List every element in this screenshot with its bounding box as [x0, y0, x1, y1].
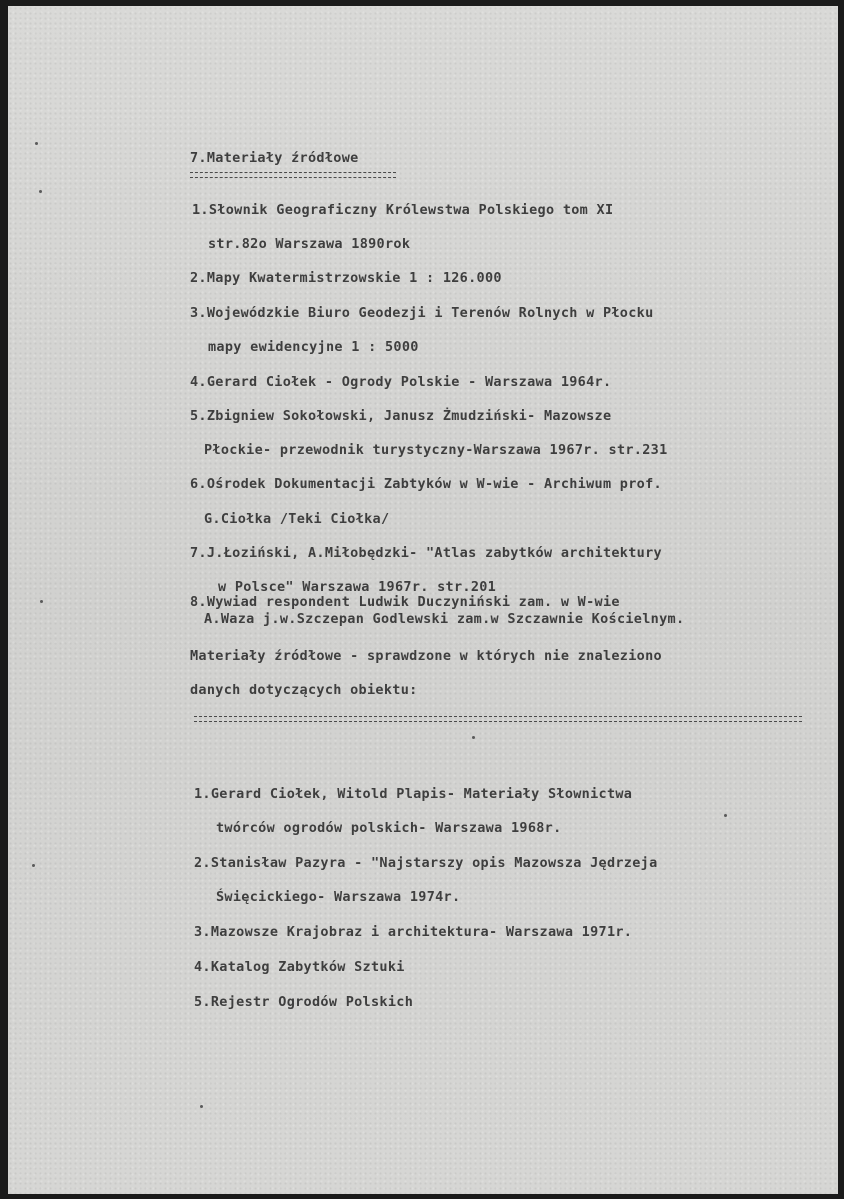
- checked-line: 2.Stanisław Pazyra - "Najstarszy opis Mazowsza Jędrzeja: [194, 855, 658, 871]
- source-line: 5.Zbigniew Sokołowski, Janusz Żmudziński- Mazowsze: [190, 408, 612, 424]
- source-line: 2.Mapy Kwatermistrzowskie 1 : 126.000: [190, 270, 502, 286]
- section-double-rule: [194, 716, 802, 722]
- paper-speck: [35, 142, 38, 145]
- source-line: 3.Wojewódzkie Biuro Geodezji i Terenów Rolnych w Płocku: [190, 305, 654, 321]
- paper-speck: [724, 814, 727, 817]
- source-line: 8.Wywiad respondent Ludwik Duczyniński zam. w W-wie: [190, 594, 620, 610]
- section-title: 7.Materiały źródłowe: [190, 150, 359, 166]
- source-line: 6.Ośrodek Dokumentacji Zabtyków w W-wie - Archiwum prof.: [190, 476, 662, 492]
- checked-line: twórców ogrodów polskich- Warszawa 1968r.: [216, 820, 562, 836]
- paper-speck: [200, 1105, 203, 1108]
- checked-line: 4.Katalog Zabytków Sztuki: [194, 959, 405, 975]
- source-line: mapy ewidencyjne 1 : 5000: [208, 339, 419, 355]
- checked-line: 1.Gerard Ciołek, Witold Plapis- Materiały Słownictwa: [194, 786, 633, 802]
- typewritten-page: [8, 6, 838, 1194]
- paper-speck: [32, 864, 35, 867]
- source-line: G.Ciołka /Teki Ciołka/: [204, 511, 390, 527]
- title-double-underline: [190, 172, 396, 178]
- source-line: 7.J.Łoziński, A.Miłobędzki- "Atlas zabytków architektury: [190, 545, 662, 561]
- source-line: A.Waza j.w.Szczepan Godlewski zam.w Szczawnie Kościelnym.: [204, 611, 685, 627]
- paper-speck: [39, 190, 42, 193]
- checked-intro-line: danych dotyczących obiektu:: [190, 682, 418, 698]
- source-line: str.82o Warszawa 1890rok: [208, 236, 411, 252]
- checked-line: 3.Mazowsze Krajobraz i architektura- Warszawa 1971r.: [194, 924, 633, 940]
- source-line: 1.Słownik Geograficzny Królewstwa Polskiego tom XI: [192, 202, 614, 218]
- paper-speck: [472, 736, 475, 739]
- source-line: 4.Gerard Ciołek - Ogrody Polskie - Warszawa 1964r.: [190, 374, 612, 390]
- checked-line: Święcickiego- Warszawa 1974r.: [216, 889, 461, 905]
- checked-intro-line: Materiały źródłowe - sprawdzone w których nie znaleziono: [190, 648, 662, 664]
- source-line: Płockie- przewodnik turystyczny-Warszawa 1967r. str.231: [204, 442, 668, 458]
- checked-line: 5.Rejestr Ogrodów Polskich: [194, 994, 414, 1010]
- paper-speck: [40, 600, 43, 603]
- source-line: w Polsce" Warszawa 1967r. str.201: [218, 579, 497, 595]
